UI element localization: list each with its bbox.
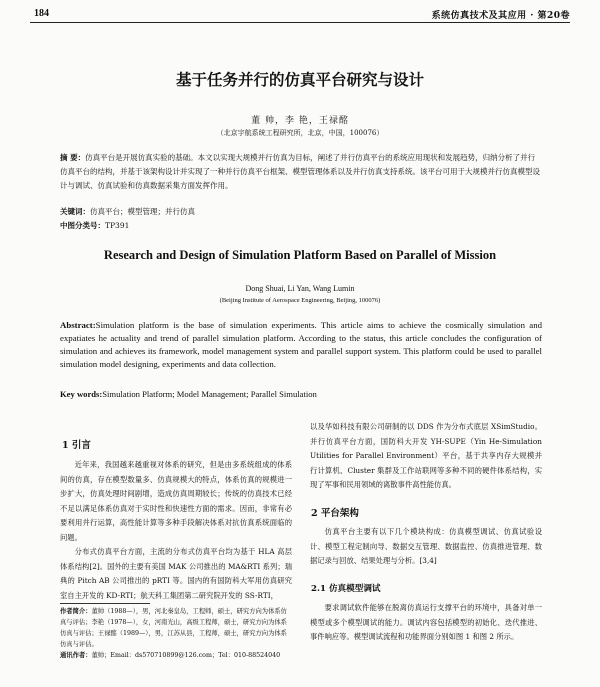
footnote-rule [60,603,150,604]
column-right [310,420,542,493]
en-keywords-label: Key words: [60,389,103,399]
footnote-contact [60,650,292,661]
sec1-paragraph-2: 分布式仿真平台方面，主流的分布式仿真平台均为基于 HLA 高层体系结构[2]。国外的主要有美国 MAK 公司推出的 MA&RTI 系列；瑞典的 Pitch AB 公司推出的 pRTI 等。国内的有国防科大军用仿真研究室自主开发的 KD-RTI；航天科工集团第二研究院开发的 SS-RTI， [60,547,292,600]
sec1-paragraph-1: 近年来，我国越来越重视对体系的研究，但是由多系统组成的体系间的仿真，存在模型数量多、仿真规模大的特点，体系仿真的规模进一步扩大，仿真处理时间剧增，造成仿真周期较长；传统的仿真技术已经不足以满足体系仿真对于实时性和快速性方面的需求。因而，非常有必要利用并行运算，高性能计算等多种手段解决体系对抗仿真系统面临的问题。 [60,460,292,542]
cn-authors: 董 帅，李 艳，王禄酩 [251,116,349,126]
column-left [60,458,292,603]
footnote-about-label: 作者简介： [60,608,92,615]
en-abstract [60,319,542,371]
en-keywords [60,389,317,399]
footnote-contact-label: 通讯作者： [60,652,92,659]
en-title: Research and Design of Simulation Platform Based on Parallel of Mission [103,248,497,262]
cn-clc [60,220,129,231]
header-rule [30,22,570,23]
cn-abstract [60,151,542,192]
cn-clc-label: 中图分类号： [60,221,105,230]
en-authors: Dong Shuai, Li Yan, Wang Lumin [245,284,355,293]
cn-clc-text: TP391 [105,221,130,230]
cn-keywords [60,206,195,217]
footnote-about-text: 董帅（1988—），男，河北秦皇岛，工程师，硕士，研究方向为体系仿真与评估；李艳（1978—），女，河南光山，高级工程师，硕士，研究方向为体系仿真与评估；王禄酩（1989—），男，江苏从县，工程师，硕士，研究方向为体系仿真与评估。 [60,608,287,648]
footnote-contact-text: 董帅；Email：ds570710899@126.com；Tel：010-88524040 [91,652,281,659]
en-affiliation: (Beijing Institute of Aerospace Engineering, Beijing, 100076) [219,297,381,304]
section-1-title: 1 引言 [62,440,91,451]
page-number: 184 [34,8,49,19]
footnote-author-info [60,606,292,650]
sec2-block [310,525,542,569]
sec21-block [310,601,542,645]
cn-abstract-text: 仿真平台是开展仿真实验的基础。本文以实现大规模并行仿真为目标，阐述了并行仿真平台的系统应用现状和发展趋势，归纳分析了并行仿真平台的结构，并基于该架构设计并实现了一种并行仿真平台框架、模型管理体系以及并行仿真支持系统。该平台可用于大规模并行仿真模型设计与调试、仿真试验和仿真数据采集方面发挥作用。 [60,153,540,190]
col2-paragraph-1: 以及华如科技有限公司研制的以 DDS 作为分布式底层 XSimStudio。并行仿真平台方面，国防科大开发 YH-SUPE（Yin He-Simulation Utilities for Parallel Environment）平台，基于共享内存大规模并行计算机、Cluster 集群及工作站联网等多种不同的硬件体系结构，实现了军事和民用领域的离散事件高性能仿真。 [310,422,542,489]
cn-keywords-text: 仿真平台；模型管理；并行仿真 [90,207,195,216]
journal-header: 系统仿真技术及其应用 · 第20卷 [431,11,570,21]
cn-title: 基于任务并行的仿真平台研究与设计 [175,70,424,89]
section-2-1-title: 2.1 仿真模型调试 [311,584,381,594]
en-abstract-label: Abstract: [60,320,96,330]
en-keywords-text: Simulation Platform; Model Management; Parallel Simulation [102,389,317,399]
cn-affiliation: （北京宇航系统工程研究所，北京，中国，100076） [216,129,384,137]
footnote [60,606,292,661]
sec2-paragraph-1: 仿真平台主要有以下几个模块构成：仿真模型调试、仿真试验设计、模型工程定制向导、数据交互管理、数据监控、仿真推进管理、数据记录与回放、结果处理与分析。[3,4] [310,527,542,565]
sec21-paragraph-1: 要求调试软件能够在脱离仿真运行支撑平台的环境中，具备对单一模型或多个模型调试的能力。调试内容包括模型的初始化、迭代推进、事件响应等。模型调试流程和功能界面分别如图 1 和图 2 所示。 [310,603,542,641]
en-abstract-text: Simulation platform is the base of simulation experiments. This article aims to achieve the cosmically simulation and expatiates he actuality and trend of parallel simulation platform. According to the status, this article concludes the configuration of simulation and achieves its framework, model management system and parallel support system. This platform could be used to parallel simulation model designing, experiments and data collection. [60,320,542,369]
cn-keywords-label: 关键词： [60,207,90,216]
cn-abstract-label: 摘 要： [60,153,86,162]
section-2-title: 2 平台架构 [311,508,359,519]
